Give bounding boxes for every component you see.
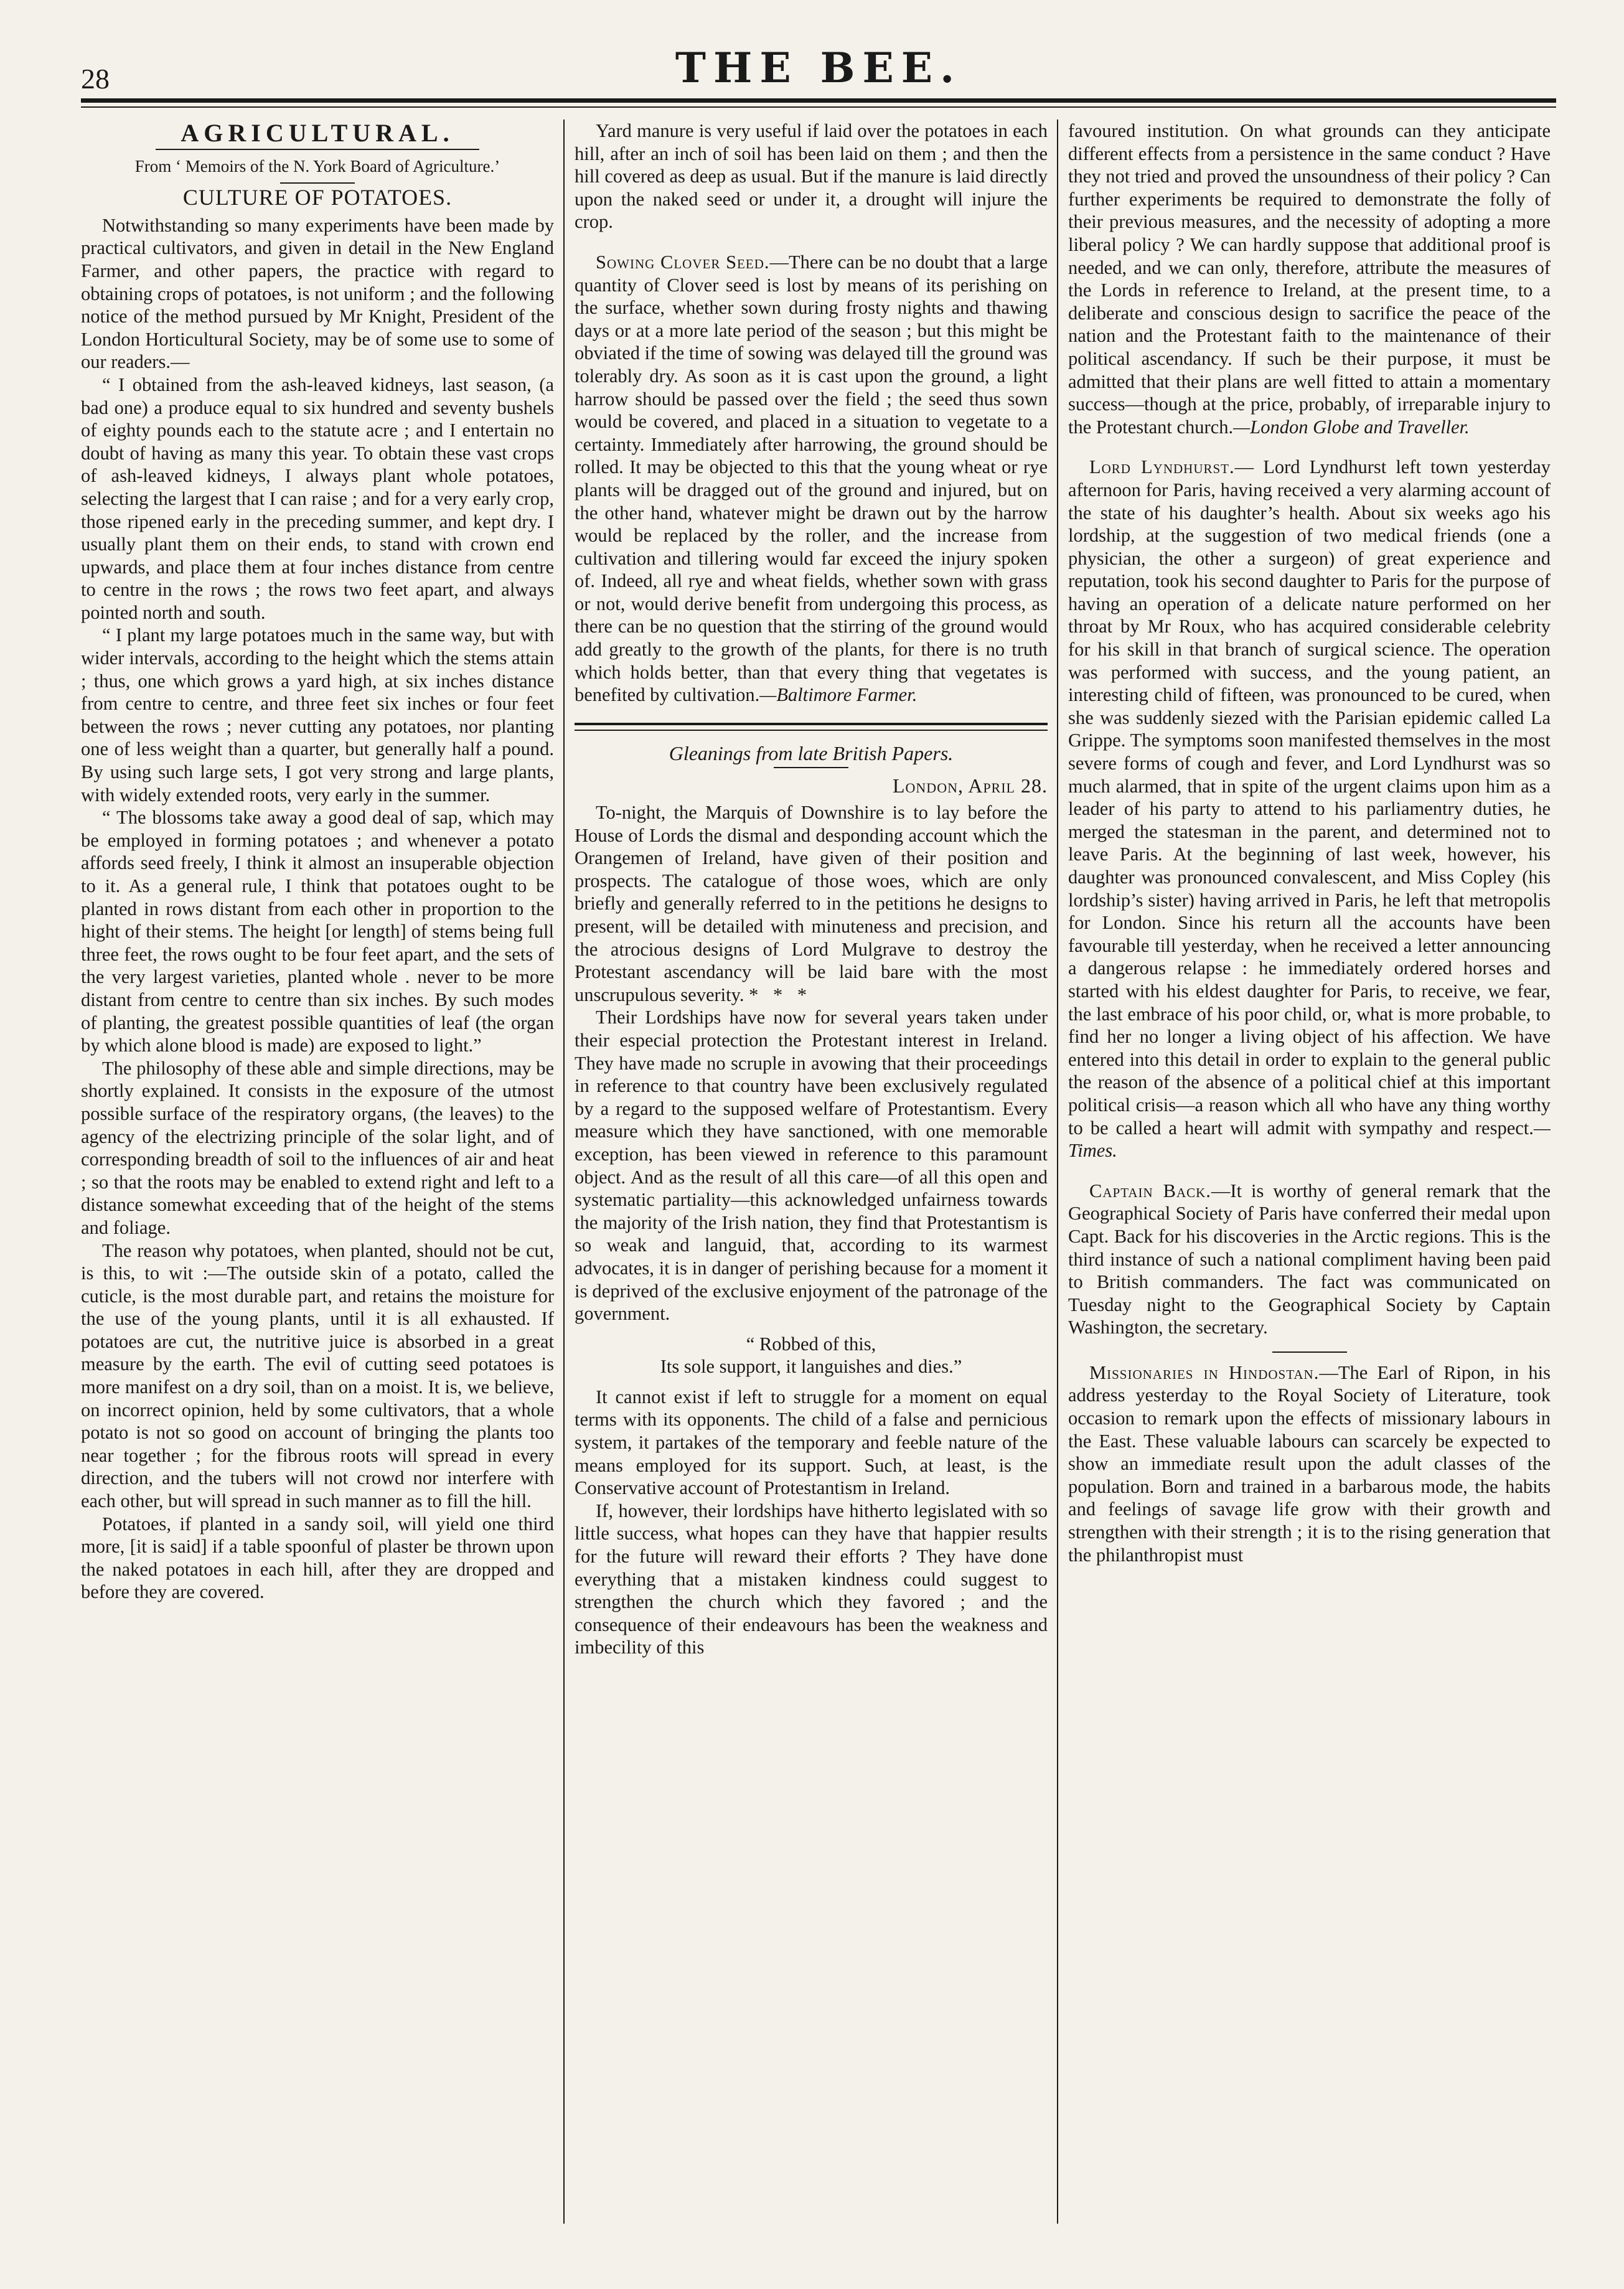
masthead-title: THE BEE. (675, 44, 962, 92)
article-paragraph: Potatoes, if planted in a sandy soil, will yield one third more, [it is said] if a table spoonful of plaster be thrown upon the naked potatoes in each hill, after they are dropped and before they are covered. (81, 1513, 554, 1603)
article-paragraph: If, however, their lordships have hitherto legislated with so little success, what hopes can they have that happier results for the future will reward their efforts ? They have done everything that a mistaken kindness could suggest to strengthen the church which they favored ; and the consequence of their endeavours has been the weakness and imbecility of this (575, 1500, 1048, 1658)
back-article (1068, 1180, 1551, 1339)
missionaries-text: —The Earl of Ripon, in his address yesterday to the Royal Society of Literature, took occasion to remark upon the effects of missionary labours in the East. These valuable labours can scarcely be expected to show an immediate result upon the adult classes of the population. Born and trained in a barbarous mode, the habits and feelings of savage life grow with their growth and strengthen with their strength ; it is to the rising generation that the philanthropist must (1068, 1361, 1551, 1566)
asterisks: * * * (749, 984, 812, 1005)
quote-line: “ Robbed of this, (746, 1333, 876, 1355)
gleanings-rule (774, 767, 848, 768)
quote-line: Its sole support, it languishes and dies.” (660, 1356, 962, 1378)
column-divider-2 (1057, 120, 1058, 2224)
page-header (81, 44, 1556, 93)
article-source: —London Globe and Traveller. (1233, 416, 1470, 438)
article-paragraph: Their Lordships have now for several years taken under their especial protection the Protestant interest in Ireland. They have made no scruple in avowing that their proceedings in reference to that country have been exclusively regulated by a regard to the supposed welfare of Protestantism. Every measure which they have sanctioned, with one memorable exception, has been viewed in reference to this paramount object. And as the result of all this care—of all this open and systematic partiality—this acknowledged unfairness towards the majority of the Irish nation, they find that Protestantism is so weak and languid, that, according to its warmest advocates, it is in danger of perishing because for a moment it is deprived of the exclusive enjoyment of the patronage of the government. (575, 1007, 1048, 1325)
lyndhurst-text: — Lord Lyndhurst left town yesterday afternoon for Paris, having received a very alarming account of the state of his daughter’s health. About six weeks ago his lordship, at the suggestion of two medical friends (one a physician, the other a surgeon) of great experience and reputation, took his second daughter to Paris for the purpose of having an operation of a delicate nature performed on her throat by Mr Roux, who has acquired considerable celebrity for his skill in that branch of surgical science. The operation was performed with success, and the young patient, an interesting child of fifteen, was pronounced to be cured, when she was suddenly siezed with the Parisian epidemic called La Grippe. The symptoms soon manifested themselves in the most severe forms of cough and fever, and Lord Lyndhurst was so much alarmed, that in spite of the urgent claims upon him as a leader of his party to attend to his parliamentry duties, he merged the statesman in the parent, and determined not to leave Paris. At the beginning of last week, however, his daughter was pronounced convalescent, and Miss Copley (his lordship’s sister) having arrived in Paris, he left that metropolis for London. Since his return all the accounts have been favourable till yesterday, when he received a letter announcing a dangerous relapse : he immediately ordered horses and started with his eldest daughter for Paris, to receive, we fear, the last embrace of his poor child, or, what is more probable, to find her no longer a living object of his affection. We have entered into this detail in order to explain to the general public the reason of the absence of a political chief at this important political crisis—a reason which all who have any thing worthy to be called a heart will admit with sympathy and respect. (1068, 456, 1551, 1139)
article-paragraph: Yard manure is very useful if laid over the potatoes in each hill, after an inch of soil has been laid on them ; and then the hill covered as deep as usual. But if the manure is laid directly upon the naked seed or under it, a drought will injure the crop. (575, 120, 1048, 233)
article-paragraph (575, 801, 1048, 1006)
article-title: CULTURE OF POTATOES. (182, 185, 453, 210)
header-rule-thick (81, 98, 1556, 103)
title-rule (280, 182, 355, 184)
back-text: —It is worthy of general remark that the Geographical Society of Paris have conferred their medal upon Capt. Back for his discoveries in the Arctic regions. This is the third instance of such a national compliment having been paid to British commanders. The fact was communicated on Tuesday night to the Geographical Society by Captain Washington, the secretary. (1068, 1180, 1551, 1338)
lyndhurst-source: —Times. (1068, 1117, 1551, 1162)
header-rule-thin (81, 106, 1556, 108)
missionaries-heading: Missionaries in Hindostan. (1089, 1361, 1320, 1383)
article-paragraph: “ The blossoms take away a good deal of sap, which may be employed in forming potatoes ; and whenever a potato affords seed freely, I think it almost an insuperable objection to it. As a general rule, I think that potatoes ought to be planted in rows distant from each other in proportion to the hight of their stems. The height [or length] of stems being full three feet, the rows ought to be four feet apart, and the sets of the very largest varieties, planted whole . never to be more distant from centre to centre than six inches. By such modes of planting, the greatest possible quantities of leaf (the organ by which alone blood is made) are exposed to light.” (81, 807, 554, 1056)
column-divider-1 (563, 120, 565, 2224)
quotation (575, 1333, 1048, 1378)
gleanings-title: Gleanings from late British Papers. (669, 741, 954, 764)
column-1 (81, 120, 554, 2224)
section-rule (156, 149, 479, 150)
article-paragraph: The philosophy of these able and simple directions, may be shortly explained. It consists in the exposure of the utmost possible surface of the respiratory organs, (the leaves) to the agency of the electrizing principle of the solar light, and of corresponding breadth of soil to the influences of air and heat ; so that the roots may be enabled to extend right and left to a distance somewhat exceeding that of the height of the stems and foliage. (81, 1057, 554, 1238)
article-paragraph: “ I obtained from the ash-leaved kidneys, last season, (a bad one) a produce equal to six hundred and seventy bushels of eighty pounds each to the statute acre ; and I entertain no doubt of having as many this year. To obtain these vast crops of ash-leaved kidneys, I always plant whole potatoes, selecting the largest that I can raise ; and for a very early crop, those ripened early in the preceding summer, and kept dry. I usually plant them on their ends, to stand with crown end upwards, and place them at four inches distance from centre to centre in the rows ; the rows two feet apart, and always pointed north and south. (81, 374, 554, 623)
clover-article (575, 251, 1048, 707)
clover-text: —There can be no doubt that a large quantity of Clover seed is lost by means of its perishing on the surface, whether sown during frosty nights and thawing days or at a more late period of the season ; but this might be obviated if the time of sowing was delayed till the ground was tolerably dry. As soon as it is cast upon the ground, a light harrow should be passed over the field ; the seed thus sown would be covered, and placed in a situation to vegetate to a certainty. Immediately after harrowing, the ground should be rolled. It may be objected to this that the young wheat or rye plants will be dragged out of the ground and injured, but on the other hand, whatever might be drawn out by the harrow would be replaced by the roller, and the increase from cultivation and tillering would far exceed the injury spoken of. Indeed, all rye and wheat fields, whether sown with grass or not, would derive benefit from undergoing this process, as there can be no question that the stirring of the ground would add greatly to the growth of the plants, for there is no truth which holds better, than that every thing that vegetates is benefited by cultivation. (575, 251, 1048, 706)
column-2 (575, 120, 1048, 2224)
article-paragraph: “ I plant my large potatoes much in the same way, but with wider intervals, according to the height which the stems attain ; thus, one which grows a yard high, at six inches distance from centre to centre, and three feet six inches or four feet between the rows ; never cutting any potatoes, nor planting one of less weight than a quarter, but generally half a pound. By using such large sets, I got very strong and large plants, with widely extended roots, very early in the summer. (81, 624, 554, 806)
continued-paragraph (1068, 120, 1551, 438)
back-heading: Captain Back. (1089, 1180, 1211, 1201)
paragraph-text: favoured institution. On what grounds can they anticipate different effects from a persistence in the same conduct ? Have they not tried and proved the unsoundness of their policy ? Can further experiments be required to demonstrate the folly of their previous measures, and the necessity of adopting a more liberal policy ? We can hardly suppose that additional proof is needed, and we can only, therefore, attribute the measures of the Lords in reference to Ireland, at the present time, to a deliberate and conscious design to sacrifice the peace of the nation and the Protestant faith to the maintenance of their political ascendancy. If such be their purpose, it must be admitted that their plans are well fitted to attain a momentary success—though at the price, probably, of irreparable injury to the Protestant church. (1068, 120, 1551, 438)
section-separator (575, 723, 1048, 731)
lyndhurst-heading: Lord Lyndhurst. (1089, 456, 1235, 478)
source-line: From ‘ Memoirs of the N. York Board of Agriculture.’ (134, 156, 500, 176)
column-3 (1068, 120, 1551, 2224)
paragraph-text: To-night, the Marquis of Downshire is to lay before the House of Lords the dismal and desponding account which the Orangemen of Ireland, have given of their position and prospects. The catalogue of those woes, which are only briefly and generally referred to in the petitions he designs to present, will be detailed with minuteness and precision, and the atrocious designs of Lord Mulgrave to destroy the Protestant ascendancy will be laid bare with the most unscrupulous severity. (575, 802, 1048, 1005)
article-paragraph: It cannot exist if left to struggle for a moment on equal terms with its opponents. The child of a false and pernicious system, it partakes of the temporary and feeble nature of the means employed for its support. Such, at least, is the Conservative account of Protestantism in Ireland. (575, 1386, 1048, 1499)
article-rule (1272, 1351, 1347, 1353)
missionaries-article (1068, 1361, 1551, 1566)
dateline: London, April 28. (892, 774, 1048, 797)
section-title: AGRICULTURAL. (181, 120, 454, 147)
article-paragraph: Notwithstanding so many experiments have been made by practical cultivators, and given in detail in the New England Farmer, and other papers, the practice with regard to obtaining crops of potatoes, is not uniform ; and the following notice of the method pursued by Mr Knight, President of the London Horticultural Society, may be of some use to some of our readers.— (81, 214, 554, 373)
clover-source: —Baltimore Farmer. (759, 684, 918, 706)
lyndhurst-article (1068, 456, 1551, 1162)
article-paragraph: The reason why potatoes, when planted, should not be cut, is this, to wit :—The outside skin of a potato, called the cuticle, is the most durable part, and retains the moisture for the use of the young plants, until it is all exhausted. If potatoes are cut, the nutritive juice is absorbed in a great measure by the earth. The evil of cutting seed potatoes is more manifest on a dry soil, than on a moist. It is, we believe, on incorrect opinion, held by some cultivators, that a whole potato is not so good on account of bringing the plants too near together ; for the fibrous roots will spread in every direction, and the tubers will not crowd nor interfere with each other, but will spread in such manner as to fill the hill. (81, 1239, 554, 1512)
page-number: 28 (81, 63, 110, 95)
clover-heading: Sowing Clover Seed. (596, 251, 770, 273)
